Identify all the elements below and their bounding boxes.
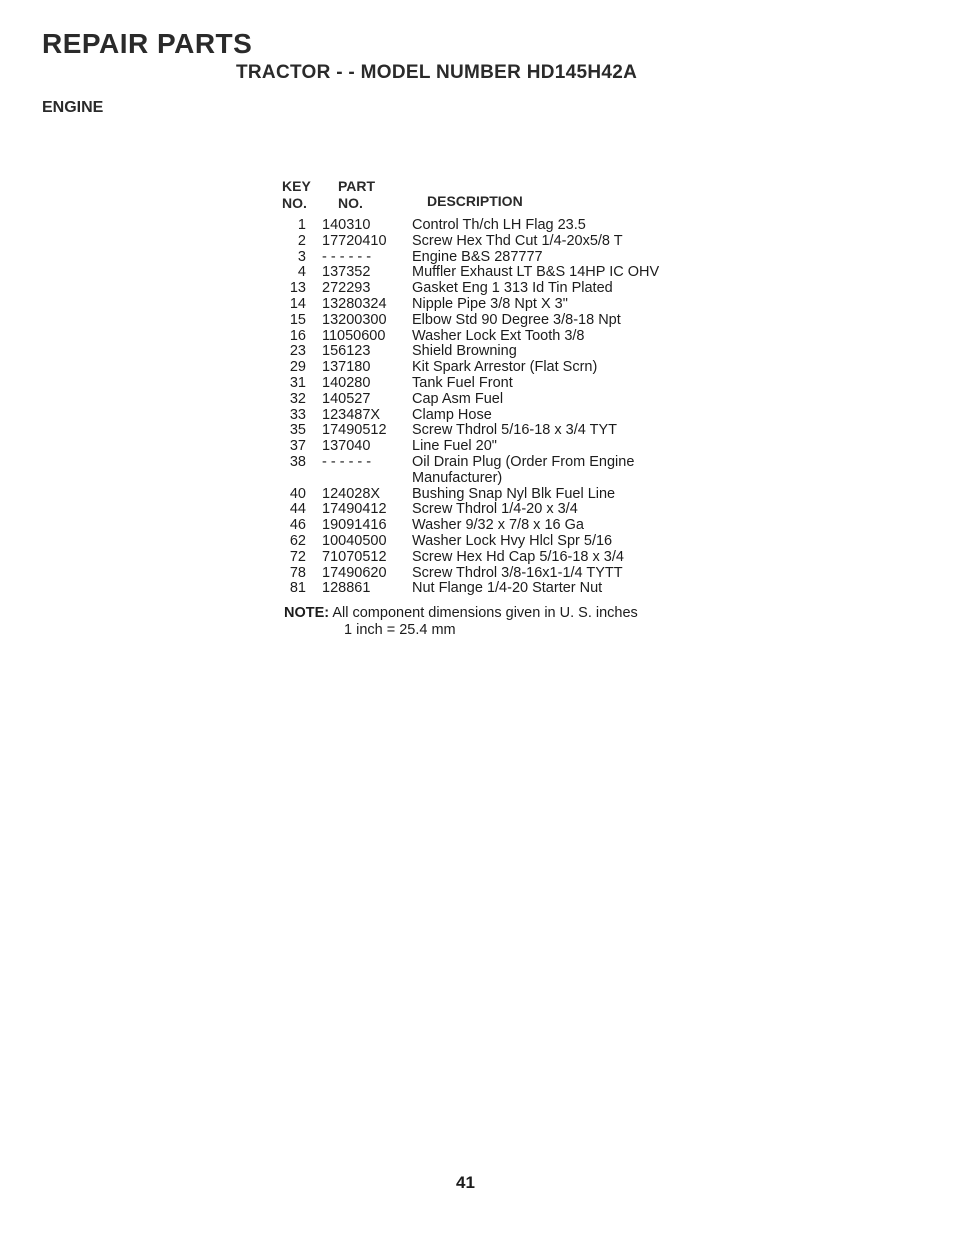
- part-number: 272293: [322, 280, 371, 297]
- table-row: [282, 329, 712, 345]
- part-number: 17490412: [322, 501, 387, 518]
- key-number: 40: [289, 485, 306, 502]
- table-row: [282, 313, 712, 329]
- part-no-header-line2: NO.: [338, 195, 363, 211]
- part-description: Engine B&S 287777: [412, 248, 543, 265]
- part-description: Nut Flange 1/4-20 Starter Nut: [412, 580, 603, 597]
- part-description: Line Fuel 20": [412, 438, 497, 455]
- part-description: Oil Drain Plug (Order From Engine: [412, 453, 635, 470]
- part-description: Gasket Eng 1 313 Id Tin Plated: [412, 280, 613, 297]
- part-number: 140310: [322, 217, 371, 233]
- key-number: 81: [289, 580, 306, 597]
- key-number: 2: [297, 232, 306, 249]
- part-number: 140280: [322, 374, 371, 391]
- part-description: Tank Fuel Front: [412, 374, 513, 391]
- section-heading: ENGINE: [42, 99, 104, 116]
- page-number: 41: [456, 1173, 475, 1192]
- key-number: 1: [297, 217, 306, 233]
- table-row: [282, 392, 712, 408]
- key-number: 4: [297, 264, 306, 281]
- parts-table: [282, 218, 712, 597]
- table-row: [282, 455, 712, 471]
- table-row: [282, 550, 712, 566]
- table-row: [282, 566, 712, 582]
- part-number: 13200300: [322, 311, 387, 328]
- table-row: [282, 218, 712, 234]
- part-number: 124028X: [322, 485, 381, 502]
- part-number: 19091416: [322, 517, 387, 534]
- page-subtitle: TRACTOR - - MODEL NUMBER HD145H42A: [236, 62, 638, 83]
- table-row: [282, 502, 712, 518]
- note-text-line1: All component dimensions given in U. S. inches: [332, 605, 638, 621]
- table-row: [282, 471, 712, 487]
- key-number: 31: [289, 374, 306, 391]
- key-number: 72: [289, 548, 306, 565]
- note-text-line2: 1 inch = 25.4 mm: [344, 622, 456, 638]
- note-block: [284, 605, 638, 639]
- table-row: [282, 376, 712, 392]
- part-description: Screw Thdrol 1/4-20 x 3/4: [412, 501, 578, 518]
- key-number: 3: [297, 248, 306, 265]
- part-number: 17490620: [322, 564, 387, 581]
- table-row: [282, 423, 712, 439]
- key-number: 29: [289, 359, 306, 376]
- table-row: [282, 439, 712, 455]
- note-label: NOTE:: [284, 605, 330, 621]
- part-description: Screw Thdrol 5/16-18 x 3/4 TYT: [412, 422, 617, 439]
- key-number: 78: [289, 564, 306, 581]
- key-number: 14: [289, 295, 306, 312]
- part-description: Shield Browning: [412, 343, 517, 360]
- part-number: 17490512: [322, 422, 387, 439]
- part-description: Screw Hex Hd Cap 5/16-18 x 3/4: [412, 548, 624, 565]
- part-description: Kit Spark Arrestor (Flat Scrn): [412, 359, 598, 376]
- part-number: 10040500: [322, 532, 387, 549]
- key-number: 38: [289, 453, 306, 470]
- table-row: [282, 250, 712, 266]
- table-row: [282, 265, 712, 281]
- key-number: 62: [289, 532, 306, 549]
- key-no-header-line1: KEY: [282, 178, 311, 194]
- part-number: 71070512: [322, 548, 387, 565]
- part-description: Washer Lock Hvy Hlcl Spr 5/16: [412, 532, 613, 549]
- table-row: [282, 408, 712, 424]
- part-number: 13280324: [322, 295, 387, 312]
- table-row: [282, 360, 712, 376]
- key-number: 37: [289, 438, 306, 455]
- key-number: 13: [289, 280, 306, 297]
- part-number: 156123: [322, 343, 371, 360]
- part-number: 137040: [322, 438, 371, 455]
- part-description: Screw Hex Thd Cut 1/4-20x5/8 T: [412, 232, 623, 249]
- part-description: Muffler Exhaust LT B&S 14HP IC OHV: [412, 264, 660, 281]
- key-number: 23: [289, 343, 306, 360]
- part-description: Washer Lock Ext Tooth 3/8: [412, 327, 585, 344]
- part-number: 11050600: [322, 327, 386, 344]
- part-number: 128861: [322, 580, 371, 597]
- table-row: [282, 487, 712, 503]
- part-number: 17720410: [322, 232, 387, 249]
- part-description: Screw Thdrol 3/8-16x1-1/4 TYTT: [412, 564, 623, 581]
- key-number: 15: [289, 311, 306, 328]
- part-number: 137180: [322, 359, 371, 376]
- key-number: 35: [289, 422, 306, 439]
- key-number: 32: [289, 390, 306, 407]
- key-number: 33: [289, 406, 306, 423]
- part-description: Washer 9/32 x 7/8 x 16 Ga: [412, 517, 584, 534]
- part-number: - - - - - -: [322, 453, 372, 470]
- part-description: Control Th/ch LH Flag 23.5: [412, 217, 586, 233]
- table-row: [282, 534, 712, 550]
- part-number: [306, 471, 412, 487]
- key-number: 46: [289, 517, 306, 534]
- part-number: 137352: [322, 264, 371, 281]
- part-description: Manufacturer): [412, 469, 503, 486]
- part-description: Nipple Pipe 3/8 Npt X 3": [412, 295, 568, 312]
- table-row: [282, 518, 712, 534]
- table-row: [282, 234, 712, 250]
- part-no-header-line1: PART: [338, 178, 376, 194]
- page-title: REPAIR PARTS: [42, 28, 253, 59]
- key-number: 16: [289, 327, 306, 344]
- part-number: 123487X: [322, 406, 381, 423]
- part-number: - - - - - -: [322, 248, 372, 265]
- key-no-header-line2: NO.: [282, 195, 307, 211]
- part-number: 140527: [322, 390, 371, 407]
- part-description: Clamp Hose: [412, 406, 492, 423]
- table-row: [282, 344, 712, 360]
- description-header: DESCRIPTION: [427, 193, 523, 209]
- key-number: [282, 471, 306, 487]
- key-number: 44: [289, 501, 306, 518]
- part-description: Cap Asm Fuel: [412, 390, 504, 407]
- table-row: [282, 581, 712, 597]
- table-row: [282, 297, 712, 313]
- table-row: [282, 281, 712, 297]
- part-description: Bushing Snap Nyl Blk Fuel Line: [412, 485, 616, 502]
- part-description: Elbow Std 90 Degree 3/8-18 Npt: [412, 311, 621, 328]
